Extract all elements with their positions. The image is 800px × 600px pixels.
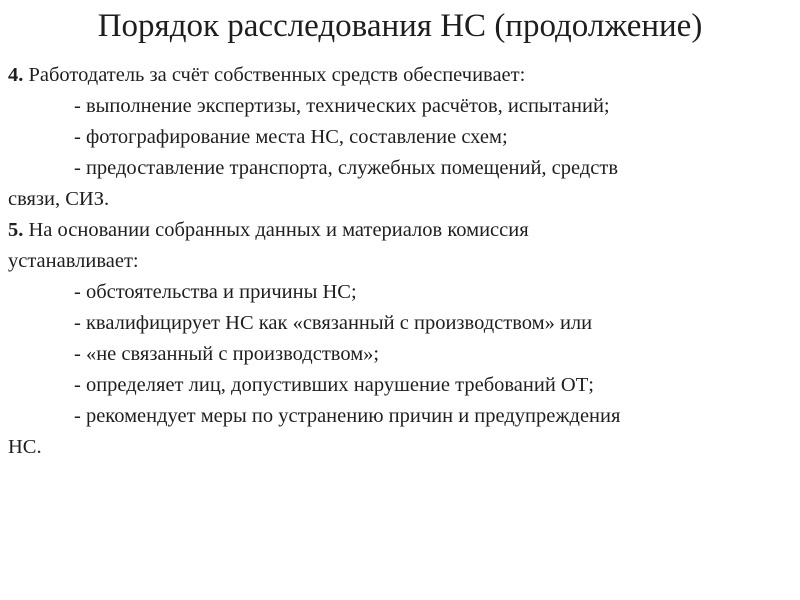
section-5-item-5-continuation: НС.	[8, 436, 42, 458]
section-5-item-1: - обстоятельства и причины НС;	[74, 281, 357, 303]
section-5-item-3: - «не связанный с производством»;	[74, 343, 380, 365]
section-4-number: 4.	[8, 64, 24, 86]
section-5-intro-continuation: устанавливает:	[8, 250, 139, 272]
section-5-heading	[8, 215, 792, 246]
section-4-item-3: - предоставление транспорта, служебных помещений, средств	[74, 157, 619, 179]
section-4-item-2: - фотографирование места НС, составление схем;	[74, 126, 508, 148]
section-5-item-5: - рекомендует меры по устранению причин и предупреждения	[74, 405, 621, 427]
section-5-item-4: - определяет лиц, допустивших нарушение требований ОТ;	[74, 374, 594, 396]
slide-title: Порядок расследования НС (продолжение)	[97, 8, 703, 44]
section-4-intro: Работодатель за счёт собственных средств обеспечивает:	[23, 64, 526, 86]
section-5-number: 5.	[8, 219, 24, 241]
section-4-item-3-continuation: связи, СИЗ.	[8, 188, 110, 210]
slide-content	[8, 60, 792, 463]
section-4-item-1: - выполнение экспертизы, технических расчётов, испытаний;	[74, 95, 610, 117]
section-5-item-2: - квалифицирует НС как «связанный с производством» или	[74, 312, 593, 334]
section-4-heading	[8, 60, 792, 91]
section-5-intro: На основании собранных данных и материалов комиссия	[23, 219, 529, 241]
